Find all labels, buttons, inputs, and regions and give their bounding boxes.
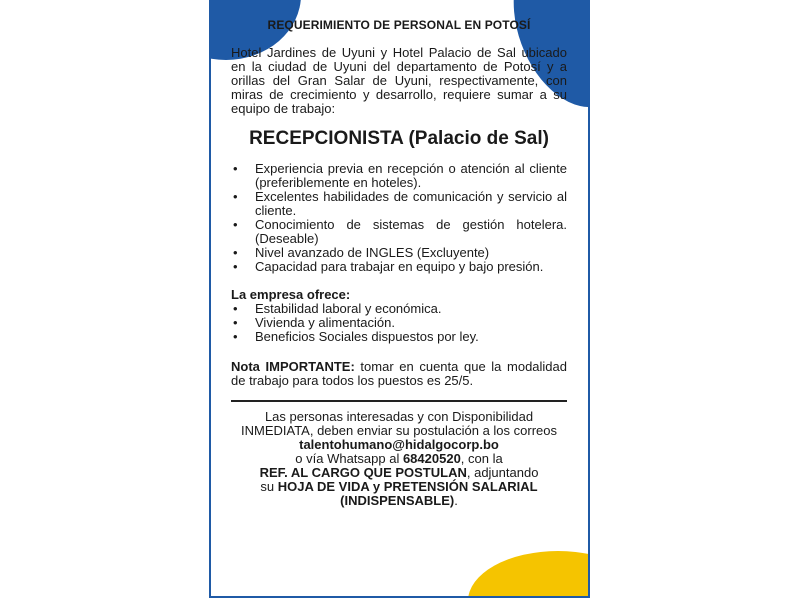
decorative-yellow-shape <box>468 551 590 598</box>
divider-line <box>231 400 567 402</box>
bullet-icon: • <box>233 329 238 344</box>
poster-content <box>231 18 567 508</box>
bullet-icon: • <box>233 161 238 176</box>
list-item: • Capacidad para trabajar en equipo y bajo presión. <box>233 259 544 274</box>
bullet-icon: • <box>233 217 238 232</box>
list-item: • Estabilidad laboral y económica. <box>233 301 442 316</box>
contact-section <box>231 410 567 508</box>
bullet-icon: • <box>233 189 238 204</box>
position-heading: RECEPCIONISTA (Palacio de Sal) <box>249 128 549 149</box>
list-item: • Conocimiento de sistemas de gestión hotelera. (Deseable) <box>233 217 567 246</box>
list-item: • Experiencia previa en recepción o atención al cliente (preferiblemente en hoteles). <box>233 161 567 190</box>
whatsapp-number: 68420520 <box>402 451 461 466</box>
whatsapp-line: o vía Whatsapp al 68420520, con la <box>295 451 503 466</box>
contact-intro: Las personas interesadas y con Disponibilidad INMEDIATA, deben enviar su postulación a los correos <box>241 409 557 438</box>
offers-heading: La empresa ofrece: <box>231 287 351 302</box>
documents-line: su HOJA DE VIDA y PRETENSIÓN SALARIAL (INDISPENSABLE). <box>260 479 538 508</box>
list-item: • Vivienda y alimentación. <box>233 315 395 330</box>
offers-list <box>231 302 567 344</box>
note-label: Nota IMPORTANTE: <box>231 359 355 374</box>
bullet-icon: • <box>233 301 238 316</box>
bullet-icon: • <box>233 315 238 330</box>
job-poster <box>209 0 590 598</box>
reference-line: REF. AL CARGO QUE POSTULAN, adjuntando <box>259 465 539 480</box>
bullet-icon: • <box>233 245 238 260</box>
list-item: • Nivel avanzado de INGLES (Excluyente) <box>233 245 490 260</box>
list-item: • Excelentes habilidades de comunicación y servicio al cliente. <box>233 189 567 218</box>
intro-paragraph: Hotel Jardines de Uyuni y Hotel Palacio de Sal ubicado en la ciudad de Uyuni del departamento de Potosí y a orillas del Gran Salar de Uyuni, respectivamente, con miras de crecimiento y desarrollo, requiere sumar a su equipo de trabajo: <box>231 45 567 116</box>
contact-email-link[interactable]: talentohumano@hidalgocorp.bo <box>299 437 499 452</box>
list-item: • Beneficios Sociales dispuestos por ley. <box>233 329 479 344</box>
requirements-list <box>231 162 567 274</box>
important-note <box>231 360 567 388</box>
note-text: tomar en cuenta que la modalidad de trabajo para todos los puestos es 25/5. <box>231 359 567 388</box>
bullet-icon: • <box>233 259 238 274</box>
poster-title: REQUERIMIENTO DE PERSONAL EN POTOSÍ <box>267 18 531 32</box>
